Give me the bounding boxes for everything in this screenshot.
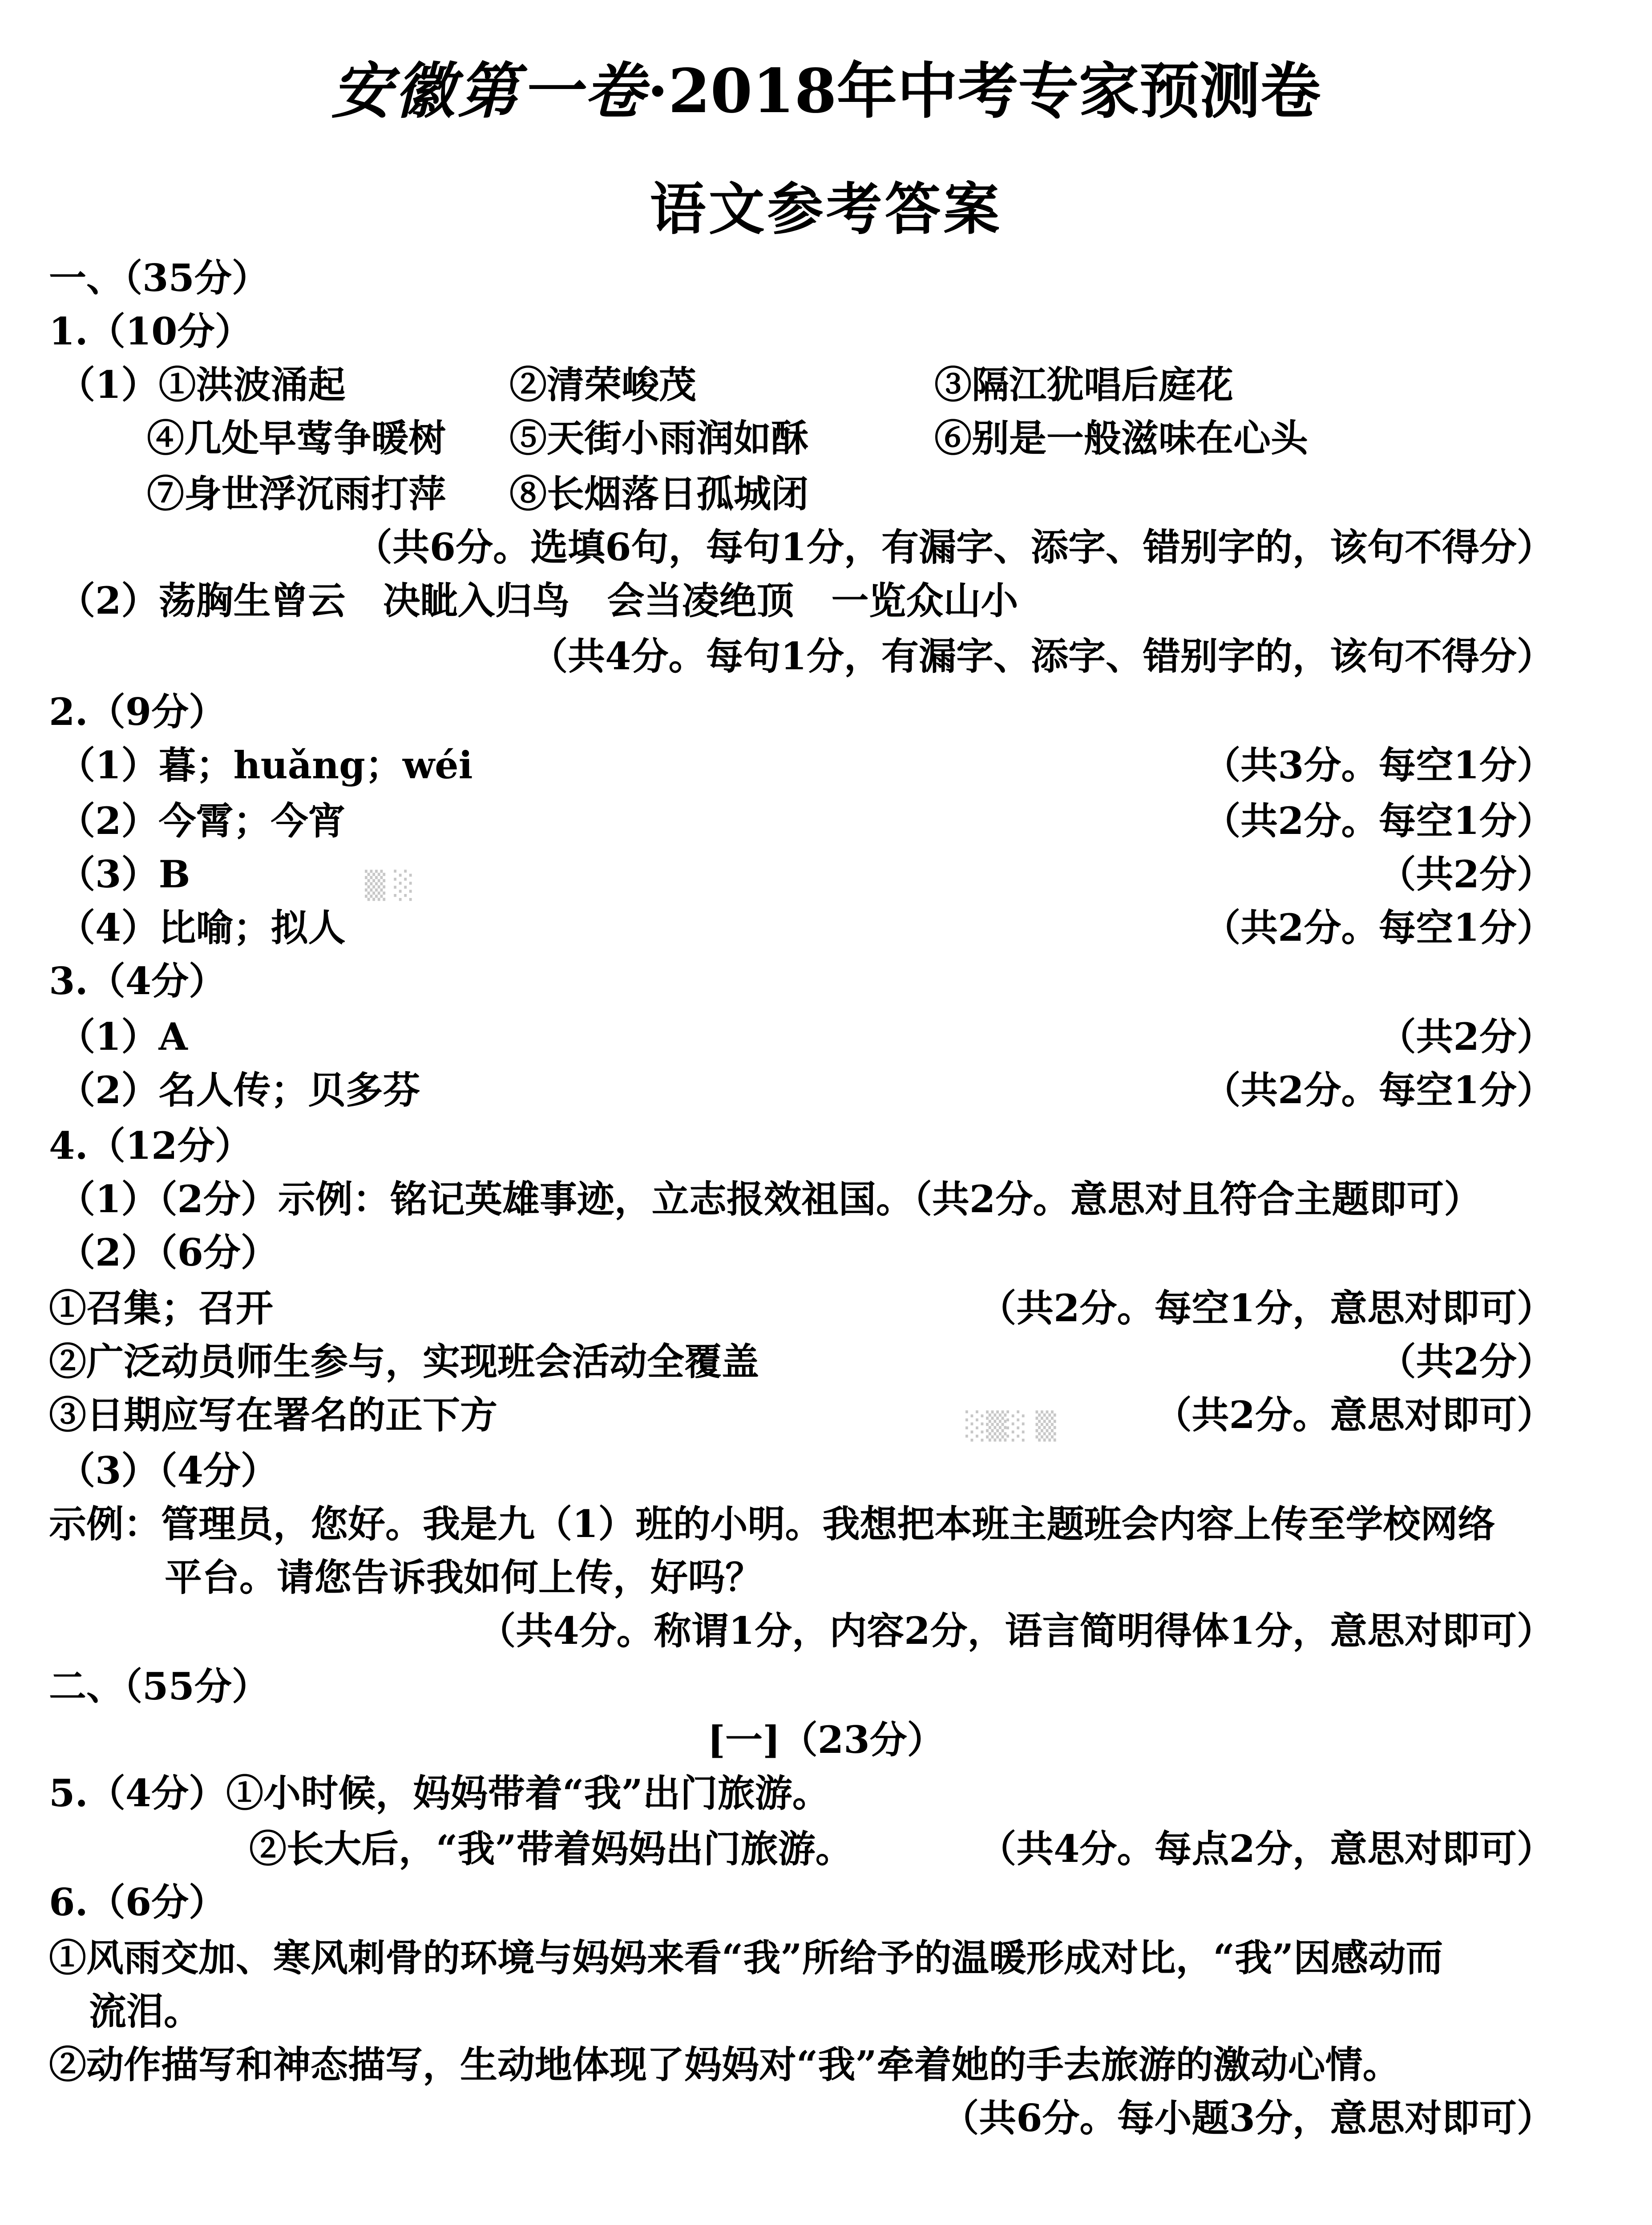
score-note: （共2分。每空1分，意思对即可） — [979, 1286, 1554, 1330]
answer-line — [0, 1824, 1652, 1873]
score-note: （共6分。选填6句，每句1分，有漏字、添字、错别字的，该句不得分） — [355, 525, 1554, 569]
score-note: （共2分。每空1分） — [1203, 906, 1554, 950]
answer-line — [0, 1337, 1652, 1386]
score-note: （共2分） — [1378, 1015, 1554, 1059]
answer-text: （1）A — [58, 1015, 188, 1059]
answer-text: 6.（6分） — [49, 1880, 226, 1924]
answer-line — [0, 957, 1652, 1006]
answer-text: ⑤天街小雨润如酥 — [509, 416, 809, 460]
answer-line — [0, 1987, 1652, 2036]
answer-line — [0, 414, 1652, 463]
answer-line — [0, 688, 1652, 736]
answer-line — [0, 741, 1652, 790]
answer-text: ③隔江犹唱后庭花 — [934, 363, 1234, 407]
answer-text: （2）今霄；今宵 — [58, 799, 346, 843]
answer-line — [0, 1391, 1652, 1440]
answer-text: 一、（35分） — [49, 256, 269, 300]
brand-logo-text: 安徽第一卷 — [331, 57, 647, 127]
answer-text: 2.（9分） — [49, 690, 226, 734]
answer-text: （2）（6分） — [58, 1230, 278, 1274]
score-note: （共2分。每空1分） — [1203, 1068, 1554, 1112]
section-heading: [一]（23分） — [707, 1718, 945, 1762]
answer-line — [0, 1715, 1652, 1764]
score-note: （共2分。意思对即可） — [1154, 1393, 1554, 1437]
answer-line — [0, 1012, 1652, 1061]
answer-text: ②动作描写和神态描写，生动地体现了妈妈对“我”牵着她的手去旅游的激动心情。 — [49, 2043, 1400, 2087]
answer-text: （3）（4分） — [58, 1448, 278, 1493]
stamp-smudge: ░▒░ ▒ — [965, 1411, 1056, 1442]
answer-line — [0, 360, 1652, 409]
exam-title — [0, 42, 1652, 129]
answer-text: 流泪。 — [89, 1989, 202, 2033]
answer-text: ⑥别是一般滋味在心头 — [934, 416, 1309, 460]
answer-line — [0, 850, 1652, 899]
answer-text: 5.（4分）①小时候，妈妈带着“我”出门旅游。 — [49, 1771, 830, 1815]
score-note: （共3分。每空1分） — [1203, 743, 1554, 787]
answer-text: 4.（12分） — [49, 1124, 252, 1168]
answer-line — [0, 1284, 1652, 1333]
answer-line — [0, 1769, 1652, 1818]
answer-line — [0, 1228, 1652, 1277]
answer-text: ④几处早莺争暖树 — [147, 416, 446, 460]
answer-line — [0, 1606, 1652, 1655]
answer-text: 1.（10分） — [49, 309, 252, 353]
answer-line — [0, 1121, 1652, 1170]
answer-text: 示例：管理员，您好。我是九（1）班的小明。我想把本班主题班会内容上传至学校网络 — [49, 1502, 1495, 1546]
title-dot: · — [647, 56, 668, 127]
stamp-smudge: ▒ ░ — [365, 870, 415, 901]
answer-line — [0, 1500, 1652, 1549]
answer-text: ③日期应写在署名的正下方 — [49, 1393, 498, 1437]
answer-line — [0, 1066, 1652, 1115]
answer-line — [0, 632, 1652, 681]
answer-line — [0, 469, 1652, 518]
answer-line — [0, 254, 1652, 303]
answer-text: ②广泛动员师生参与，实现班会活动全覆盖 — [49, 1339, 759, 1384]
answer-text: （1）①洪波涌起 — [58, 363, 346, 407]
answer-text: （3）B — [58, 852, 190, 896]
answer-text: 3.（4分） — [49, 959, 226, 1003]
answer-line — [0, 2094, 1652, 2143]
score-note: （共2分） — [1378, 1339, 1554, 1384]
answer-text: ①风雨交加、寒风刺骨的环境与妈妈来看“我”所给予的温暖形成对比，“我”因感动而 — [49, 1936, 1443, 1980]
answer-text: ⑧长烟落日孤城闭 — [509, 472, 809, 516]
answer-text: 二、（55分） — [49, 1664, 269, 1708]
answer-line — [0, 1175, 1652, 1224]
answer-text: （2）名人传；贝多芬 — [58, 1068, 420, 1112]
answer-line — [0, 1934, 1652, 1982]
answer-text: （1）（2分）示例：铭记英雄事迹，立志报效祖国。（共2分。意思对且符合主题即可） — [58, 1177, 1482, 1221]
score-note: （共2分。每空1分） — [1203, 799, 1554, 843]
score-note: （共2分） — [1378, 852, 1554, 896]
answer-line — [0, 1553, 1652, 1602]
answer-line — [0, 307, 1652, 356]
score-note: （共4分。每点2分，意思对即可） — [979, 1827, 1554, 1871]
answer-text: （1）暮；huǎng；wéi — [58, 743, 473, 787]
answer-line — [0, 1446, 1652, 1495]
answer-line — [0, 797, 1652, 846]
answer-line — [0, 523, 1652, 572]
score-note: （共4分。称谓1分，内容2分，语言简明得体1分，意思对即可） — [478, 1609, 1554, 1653]
answer-line — [0, 2040, 1652, 2089]
answer-key-subtitle: 语文参考答案 — [650, 176, 1002, 242]
answer-text: ⑦身世浮沉雨打萍 — [147, 472, 446, 516]
exam-title-text: 2018年中考专家预测卷 — [668, 56, 1321, 127]
score-note: （共6分。每小题3分，意思对即可） — [941, 2096, 1554, 2140]
answer-line — [0, 1878, 1652, 1927]
answer-text: （2）荡胸生曾云 决眦入归鸟 会当凌绝顶 一览众山小 — [58, 578, 1018, 623]
answer-line — [0, 576, 1652, 625]
answer-text: ②清荣峻茂 — [509, 363, 697, 407]
answer-text: 平台。请您告诉我如何上传，好吗？ — [165, 1555, 763, 1599]
answer-text: ②长大后，“我”带着妈妈出门旅游。 — [249, 1827, 853, 1871]
answer-text: ①召集；召开 — [49, 1286, 274, 1330]
score-note: （共4分。每句1分，有漏字、添字、错别字的，该句不得分） — [530, 634, 1554, 678]
answer-line — [0, 1662, 1652, 1711]
answer-text: （4）比喻；拟人 — [58, 906, 346, 950]
answer-line — [0, 903, 1652, 952]
